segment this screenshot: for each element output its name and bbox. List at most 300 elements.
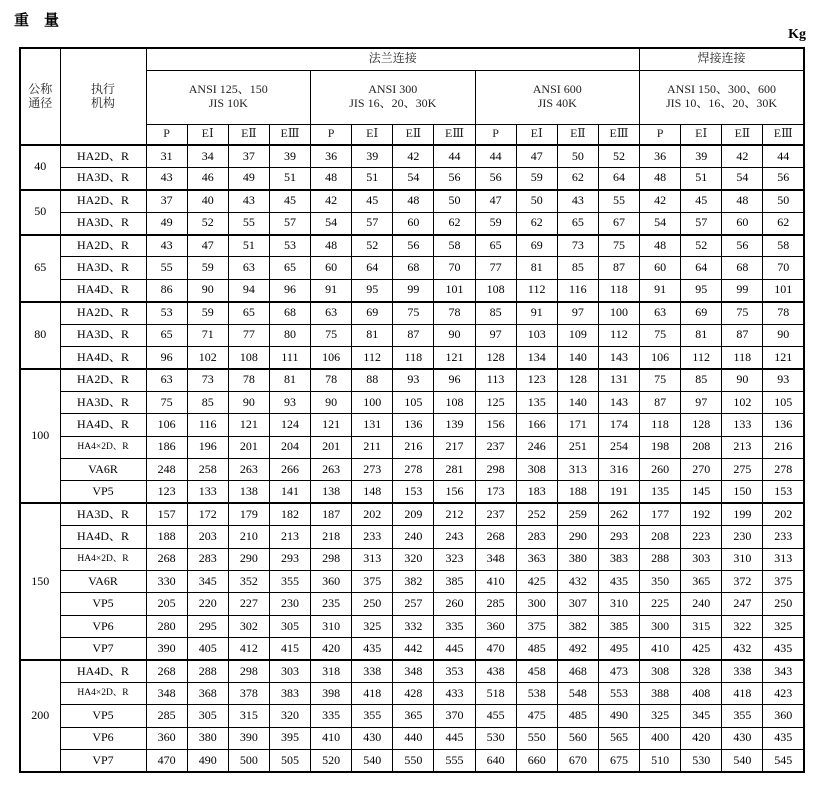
weight-value-cell: 360 <box>311 570 352 592</box>
weight-value-cell: 97 <box>557 302 598 324</box>
weight-value-cell: 63 <box>311 302 352 324</box>
table-row <box>20 167 804 189</box>
actuator-model-cell: HA2D、R <box>60 235 146 257</box>
weight-value-cell: 435 <box>598 570 639 592</box>
weight-value-cell: 56 <box>722 235 763 257</box>
weight-value-cell: 211 <box>352 436 393 458</box>
weight-value-cell: 78 <box>311 369 352 391</box>
weight-value-cell: 410 <box>475 570 516 592</box>
weight-value-cell: 458 <box>516 660 557 682</box>
weight-value-cell: 56 <box>763 167 804 189</box>
weight-value-cell: 192 <box>681 503 722 525</box>
weight-value-cell: 203 <box>187 526 228 548</box>
weight-value-cell: 283 <box>187 548 228 570</box>
weight-value-cell: 177 <box>640 503 681 525</box>
weight-value-cell: 217 <box>434 436 475 458</box>
actuator-model-cell: VP7 <box>60 638 146 660</box>
weight-value-cell: 44 <box>763 145 804 167</box>
weight-value-cell: 48 <box>722 190 763 212</box>
weight-value-cell: 322 <box>722 615 763 637</box>
weight-value-cell: 540 <box>352 750 393 772</box>
weight-value-cell: 433 <box>434 682 475 704</box>
weight-value-cell: 390 <box>146 638 187 660</box>
weight-value-cell: 91 <box>311 279 352 301</box>
weight-value-cell: 99 <box>393 279 434 301</box>
weight-value-cell: 510 <box>640 750 681 772</box>
weight-value-cell: 182 <box>269 503 310 525</box>
weight-value-cell: 65 <box>475 235 516 257</box>
weight-value-cell: 39 <box>269 145 310 167</box>
weight-value-cell: 111 <box>269 347 310 369</box>
header-group-ansi125: ANSI 125、150 JIS 10K <box>146 70 311 124</box>
weight-value-cell: 332 <box>393 615 434 637</box>
weight-value-cell: 77 <box>228 324 269 346</box>
weight-value-cell: 96 <box>146 347 187 369</box>
weight-value-cell: 235 <box>311 593 352 615</box>
weight-value-cell: 81 <box>352 324 393 346</box>
weight-value-cell: 240 <box>393 526 434 548</box>
weight-value-cell: 281 <box>434 458 475 480</box>
weight-value-cell: 380 <box>187 727 228 749</box>
actuator-model-cell: VP7 <box>60 750 146 772</box>
page-title: 重 量 <box>14 11 60 29</box>
weight-value-cell: 325 <box>763 615 804 637</box>
weight-value-cell: 139 <box>434 414 475 436</box>
weight-value-cell: 87 <box>640 391 681 413</box>
weight-value-cell: 410 <box>311 727 352 749</box>
weight-value-cell: 405 <box>187 638 228 660</box>
weight-value-cell: 60 <box>722 212 763 234</box>
weight-value-cell: 208 <box>640 526 681 548</box>
weight-value-cell: 320 <box>393 548 434 570</box>
weight-value-cell: 87 <box>393 324 434 346</box>
weight-value-cell: 186 <box>146 436 187 458</box>
weight-value-cell: 45 <box>681 190 722 212</box>
weight-value-cell: 370 <box>434 705 475 727</box>
weight-value-cell: 216 <box>763 436 804 458</box>
weight-value-cell: 45 <box>269 190 310 212</box>
weight-value-cell: 348 <box>475 548 516 570</box>
weight-value-cell: 59 <box>187 257 228 279</box>
weight-value-cell: 485 <box>557 705 598 727</box>
weight-value-cell: 56 <box>393 235 434 257</box>
table-row <box>20 570 804 592</box>
weight-value-cell: 118 <box>722 347 763 369</box>
weight-value-cell: 338 <box>722 660 763 682</box>
weight-value-cell: 108 <box>475 279 516 301</box>
weight-value-cell: 540 <box>722 750 763 772</box>
header-flange-connection: 法兰连接 <box>146 48 640 70</box>
weight-value-cell: 108 <box>228 347 269 369</box>
weight-value-cell: 75 <box>146 391 187 413</box>
weight-value-cell: 54 <box>640 212 681 234</box>
subheader-cell: EⅡ <box>393 124 434 145</box>
weight-value-cell: 75 <box>393 302 434 324</box>
weight-value-cell: 278 <box>763 458 804 480</box>
weight-value-cell: 473 <box>598 660 639 682</box>
weight-value-cell: 295 <box>187 615 228 637</box>
actuator-model-cell: HA3D、R <box>60 212 146 234</box>
weight-value-cell: 330 <box>146 570 187 592</box>
weight-value-cell: 108 <box>434 391 475 413</box>
weight-value-cell: 565 <box>598 727 639 749</box>
nominal-diameter-cell: 100 <box>20 369 60 503</box>
actuator-model-cell: HA4×2D、R <box>60 682 146 704</box>
table-row <box>20 190 804 212</box>
weight-value-cell: 468 <box>557 660 598 682</box>
actuator-model-cell: HA3D、R <box>60 503 146 525</box>
weight-value-cell: 55 <box>598 190 639 212</box>
weight-value-cell: 156 <box>434 481 475 503</box>
header-group-ansi300: ANSI 300 JIS 16、20、30K <box>311 70 476 124</box>
weight-value-cell: 408 <box>681 682 722 704</box>
weight-value-cell: 88 <box>352 369 393 391</box>
weight-value-cell: 153 <box>763 481 804 503</box>
weight-value-cell: 128 <box>681 414 722 436</box>
weight-value-cell: 263 <box>311 458 352 480</box>
weight-value-cell: 288 <box>187 660 228 682</box>
weight-value-cell: 68 <box>393 257 434 279</box>
table-row <box>20 436 804 458</box>
weight-value-cell: 252 <box>516 503 557 525</box>
weight-value-cell: 90 <box>434 324 475 346</box>
weight-value-cell: 106 <box>146 414 187 436</box>
weight-value-cell: 118 <box>640 414 681 436</box>
weight-value-cell: 209 <box>393 503 434 525</box>
weight-value-cell: 243 <box>434 526 475 548</box>
table-row <box>20 593 804 615</box>
weight-value-cell: 128 <box>557 369 598 391</box>
table-row <box>20 705 804 727</box>
weight-value-cell: 63 <box>640 302 681 324</box>
weight-value-cell: 68 <box>269 302 310 324</box>
table-body <box>20 145 804 772</box>
subheader-cell: EⅠ <box>681 124 722 145</box>
weight-value-cell: 136 <box>763 414 804 436</box>
weight-value-cell: 174 <box>598 414 639 436</box>
weight-value-cell: 106 <box>640 347 681 369</box>
weight-value-cell: 505 <box>269 750 310 772</box>
weight-value-cell: 85 <box>681 369 722 391</box>
weight-value-cell: 202 <box>763 503 804 525</box>
weight-value-cell: 85 <box>475 302 516 324</box>
weight-value-cell: 355 <box>352 705 393 727</box>
weight-value-cell: 323 <box>434 548 475 570</box>
weight-value-cell: 148 <box>352 481 393 503</box>
weight-value-cell: 70 <box>434 257 475 279</box>
weight-value-cell: 112 <box>516 279 557 301</box>
weight-value-cell: 87 <box>722 324 763 346</box>
subheader-cell: P <box>311 124 352 145</box>
weight-value-cell: 210 <box>228 526 269 548</box>
weight-value-cell: 90 <box>311 391 352 413</box>
weight-value-cell: 54 <box>393 167 434 189</box>
subheader-cell: EⅠ <box>516 124 557 145</box>
weight-value-cell: 308 <box>640 660 681 682</box>
weight-value-cell: 250 <box>352 593 393 615</box>
weight-value-cell: 55 <box>146 257 187 279</box>
weight-value-cell: 44 <box>475 145 516 167</box>
subheader-cell: EⅢ <box>434 124 475 145</box>
weight-value-cell: 268 <box>146 660 187 682</box>
weight-value-cell: 383 <box>598 548 639 570</box>
weight-value-cell: 278 <box>393 458 434 480</box>
weight-value-cell: 353 <box>434 660 475 682</box>
weight-value-cell: 470 <box>146 750 187 772</box>
weight-value-cell: 375 <box>516 615 557 637</box>
weight-value-cell: 213 <box>722 436 763 458</box>
actuator-model-cell: HA2D、R <box>60 369 146 391</box>
table-row <box>20 481 804 503</box>
weight-value-cell: 316 <box>598 458 639 480</box>
weight-value-cell: 237 <box>475 503 516 525</box>
weight-value-cell: 77 <box>475 257 516 279</box>
weight-value-cell: 75 <box>311 324 352 346</box>
weight-value-cell: 257 <box>393 593 434 615</box>
table-row <box>20 391 804 413</box>
weight-value-cell: 81 <box>269 369 310 391</box>
weight-value-cell: 52 <box>598 145 639 167</box>
weight-value-cell: 43 <box>228 190 269 212</box>
weight-value-cell: 140 <box>557 391 598 413</box>
weight-value-cell: 51 <box>352 167 393 189</box>
weight-value-cell: 128 <box>475 347 516 369</box>
weight-value-cell: 50 <box>763 190 804 212</box>
weight-value-cell: 390 <box>228 727 269 749</box>
weight-value-cell: 85 <box>187 391 228 413</box>
header-group-ansi600: ANSI 600 JIS 40K <box>475 70 640 124</box>
weight-value-cell: 360 <box>475 615 516 637</box>
weight-value-cell: 50 <box>434 190 475 212</box>
weight-value-cell: 303 <box>269 660 310 682</box>
weight-value-cell: 49 <box>146 212 187 234</box>
weight-value-cell: 116 <box>557 279 598 301</box>
weight-value-cell: 365 <box>681 570 722 592</box>
actuator-model-cell: HA2D、R <box>60 190 146 212</box>
actuator-model-cell: HA4D、R <box>60 414 146 436</box>
weight-value-cell: 380 <box>557 548 598 570</box>
weight-value-cell: 65 <box>146 324 187 346</box>
table-row <box>20 279 804 301</box>
weight-value-cell: 268 <box>475 526 516 548</box>
weight-value-cell: 31 <box>146 145 187 167</box>
table-row <box>20 682 804 704</box>
weight-value-cell: 285 <box>475 593 516 615</box>
actuator-model-cell: VP5 <box>60 593 146 615</box>
subheader-cell: EⅢ <box>598 124 639 145</box>
header-weld-connection: 焊接连接 <box>640 48 805 70</box>
weight-value-cell: 302 <box>228 615 269 637</box>
weight-value-cell: 37 <box>228 145 269 167</box>
weight-value-cell: 328 <box>681 660 722 682</box>
weight-value-cell: 69 <box>516 235 557 257</box>
weight-value-cell: 124 <box>269 414 310 436</box>
weight-value-cell: 260 <box>434 593 475 615</box>
weight-value-cell: 48 <box>640 167 681 189</box>
header-nominal-diameter: 公称 通径 <box>20 48 60 145</box>
actuator-model-cell: HA4D、R <box>60 526 146 548</box>
weight-value-cell: 398 <box>311 682 352 704</box>
weight-value-cell: 205 <box>146 593 187 615</box>
nominal-diameter-cell: 50 <box>20 190 60 235</box>
weight-value-cell: 37 <box>146 190 187 212</box>
weight-value-cell: 48 <box>640 235 681 257</box>
weight-value-cell: 220 <box>187 593 228 615</box>
weight-value-cell: 94 <box>228 279 269 301</box>
weight-value-cell: 64 <box>681 257 722 279</box>
weight-value-cell: 90 <box>763 324 804 346</box>
weight-value-cell: 640 <box>475 750 516 772</box>
weight-value-cell: 62 <box>763 212 804 234</box>
weight-value-cell: 293 <box>269 548 310 570</box>
nominal-diameter-cell: 65 <box>20 235 60 302</box>
subheader-cell: P <box>640 124 681 145</box>
weight-value-cell: 325 <box>352 615 393 637</box>
weight-value-cell: 187 <box>311 503 352 525</box>
weight-value-cell: 283 <box>516 526 557 548</box>
weight-value-cell: 73 <box>187 369 228 391</box>
unit-label: Kg <box>788 27 806 42</box>
weight-value-cell: 54 <box>722 167 763 189</box>
subheader-cell: EⅡ <box>722 124 763 145</box>
weight-value-cell: 260 <box>640 458 681 480</box>
weight-value-cell: 418 <box>722 682 763 704</box>
weight-value-cell: 212 <box>434 503 475 525</box>
weight-value-cell: 345 <box>187 570 228 592</box>
weight-value-cell: 213 <box>269 526 310 548</box>
weight-value-cell: 425 <box>516 570 557 592</box>
weight-value-cell: 310 <box>598 593 639 615</box>
weight-value-cell: 455 <box>475 705 516 727</box>
weight-value-cell: 140 <box>557 347 598 369</box>
weight-value-cell: 660 <box>516 750 557 772</box>
subheader-cell: EⅢ <box>763 124 804 145</box>
weight-value-cell: 445 <box>434 638 475 660</box>
weight-value-cell: 365 <box>393 705 434 727</box>
weight-value-cell: 202 <box>352 503 393 525</box>
weight-value-cell: 293 <box>598 526 639 548</box>
weight-value-cell: 418 <box>352 682 393 704</box>
weight-value-cell: 179 <box>228 503 269 525</box>
weight-value-cell: 201 <box>311 436 352 458</box>
weight-value-cell: 308 <box>516 458 557 480</box>
weight-value-cell: 227 <box>228 593 269 615</box>
weight-value-cell: 560 <box>557 727 598 749</box>
weight-value-cell: 123 <box>516 369 557 391</box>
weight-value-cell: 315 <box>681 615 722 637</box>
weight-value-cell: 143 <box>598 347 639 369</box>
weight-value-cell: 121 <box>311 414 352 436</box>
weight-value-cell: 78 <box>763 302 804 324</box>
weight-value-cell: 233 <box>352 526 393 548</box>
actuator-model-cell: HA2D、R <box>60 145 146 167</box>
weight-value-cell: 223 <box>681 526 722 548</box>
weight-value-cell: 75 <box>640 369 681 391</box>
weight-value-cell: 100 <box>352 391 393 413</box>
weight-value-cell: 550 <box>393 750 434 772</box>
weight-value-cell: 101 <box>434 279 475 301</box>
weight-value-cell: 204 <box>269 436 310 458</box>
weight-value-cell: 109 <box>557 324 598 346</box>
weight-value-cell: 273 <box>352 458 393 480</box>
weight-value-cell: 50 <box>557 145 598 167</box>
weight-value-cell: 136 <box>393 414 434 436</box>
weight-value-cell: 388 <box>640 682 681 704</box>
weight-value-cell: 53 <box>146 302 187 324</box>
weight-value-cell: 300 <box>640 615 681 637</box>
weight-value-cell: 415 <box>269 638 310 660</box>
weight-value-cell: 303 <box>681 548 722 570</box>
weight-value-cell: 46 <box>187 167 228 189</box>
weight-value-cell: 135 <box>640 481 681 503</box>
weight-value-cell: 343 <box>763 660 804 682</box>
weight-value-cell: 173 <box>475 481 516 503</box>
weight-value-cell: 670 <box>557 750 598 772</box>
weight-value-cell: 201 <box>228 436 269 458</box>
weight-table <box>19 47 805 773</box>
weight-value-cell: 150 <box>722 481 763 503</box>
weight-value-cell: 375 <box>763 570 804 592</box>
weight-value-cell: 65 <box>557 212 598 234</box>
weight-value-cell: 372 <box>722 570 763 592</box>
weight-value-cell: 96 <box>434 369 475 391</box>
weight-value-cell: 360 <box>146 727 187 749</box>
weight-value-cell: 518 <box>475 682 516 704</box>
weight-value-cell: 247 <box>722 593 763 615</box>
weight-value-cell: 183 <box>516 481 557 503</box>
weight-value-cell: 52 <box>187 212 228 234</box>
weight-value-cell: 275 <box>722 458 763 480</box>
weight-value-cell: 59 <box>475 212 516 234</box>
table-row <box>20 615 804 637</box>
weight-value-cell: 51 <box>269 167 310 189</box>
weight-value-cell: 96 <box>269 279 310 301</box>
weight-value-cell: 251 <box>557 436 598 458</box>
weight-value-cell: 102 <box>722 391 763 413</box>
weight-value-cell: 64 <box>598 167 639 189</box>
weight-value-cell: 298 <box>228 660 269 682</box>
weight-value-cell: 71 <box>187 324 228 346</box>
weight-value-cell: 73 <box>557 235 598 257</box>
weight-value-cell: 56 <box>475 167 516 189</box>
weight-value-cell: 57 <box>269 212 310 234</box>
weight-value-cell: 125 <box>475 391 516 413</box>
weight-value-cell: 42 <box>311 190 352 212</box>
weight-value-cell: 188 <box>146 526 187 548</box>
weight-value-cell: 116 <box>187 414 228 436</box>
weight-value-cell: 36 <box>640 145 681 167</box>
weight-value-cell: 58 <box>434 235 475 257</box>
weight-value-cell: 432 <box>557 570 598 592</box>
weight-value-cell: 62 <box>557 167 598 189</box>
weight-value-cell: 63 <box>146 369 187 391</box>
weight-value-cell: 69 <box>681 302 722 324</box>
weight-value-cell: 248 <box>146 458 187 480</box>
weight-value-cell: 191 <box>598 481 639 503</box>
weight-value-cell: 218 <box>311 526 352 548</box>
weight-value-cell: 335 <box>434 615 475 637</box>
weight-value-cell: 305 <box>269 615 310 637</box>
actuator-model-cell: VP5 <box>60 481 146 503</box>
weight-value-cell: 300 <box>516 593 557 615</box>
weight-value-cell: 430 <box>722 727 763 749</box>
weight-value-cell: 432 <box>722 638 763 660</box>
weight-value-cell: 80 <box>269 324 310 346</box>
weight-value-cell: 240 <box>681 593 722 615</box>
weight-value-cell: 47 <box>516 145 557 167</box>
weight-value-cell: 545 <box>763 750 804 772</box>
weight-value-cell: 423 <box>763 682 804 704</box>
